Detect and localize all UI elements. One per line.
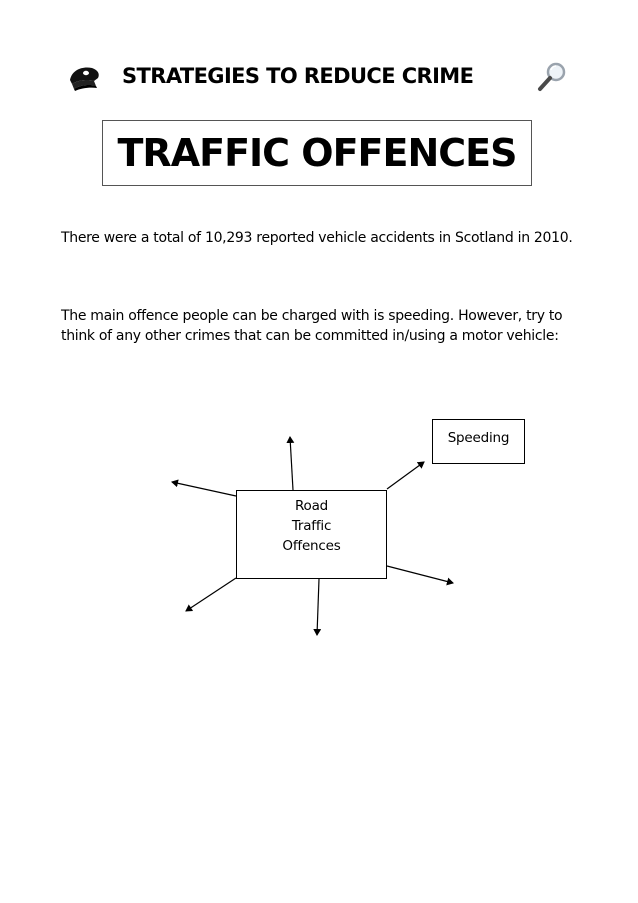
- speeding-label: Speeding: [447, 430, 510, 446]
- header-title: STRATEGIES TO REDUCE CRIME: [122, 64, 474, 88]
- center-line-2: Traffic: [291, 518, 332, 534]
- center-line-3: Offences: [282, 538, 341, 554]
- arrow-top: [290, 437, 293, 490]
- page-title: TRAFFIC OFFENCES: [117, 131, 517, 175]
- task-paragraph: The main offence people can be charged with is speeding. However, try to think of any other crimes that can be committed in/using a motor vehicle:: [61, 308, 563, 344]
- arrow-left: [172, 482, 236, 496]
- arrow-bottom-left: [186, 578, 236, 611]
- arrow-bottom: [317, 579, 319, 635]
- intro-paragraph: There were a total of 10,293 reported vehicle accidents in Scotland in 2010.: [61, 230, 573, 246]
- center-line-1: Road: [294, 498, 329, 514]
- arrow-right: [387, 566, 453, 583]
- speeding-box: [432, 419, 525, 464]
- road-traffic-offences-box: [236, 490, 387, 579]
- arrow-speeding: [387, 462, 424, 489]
